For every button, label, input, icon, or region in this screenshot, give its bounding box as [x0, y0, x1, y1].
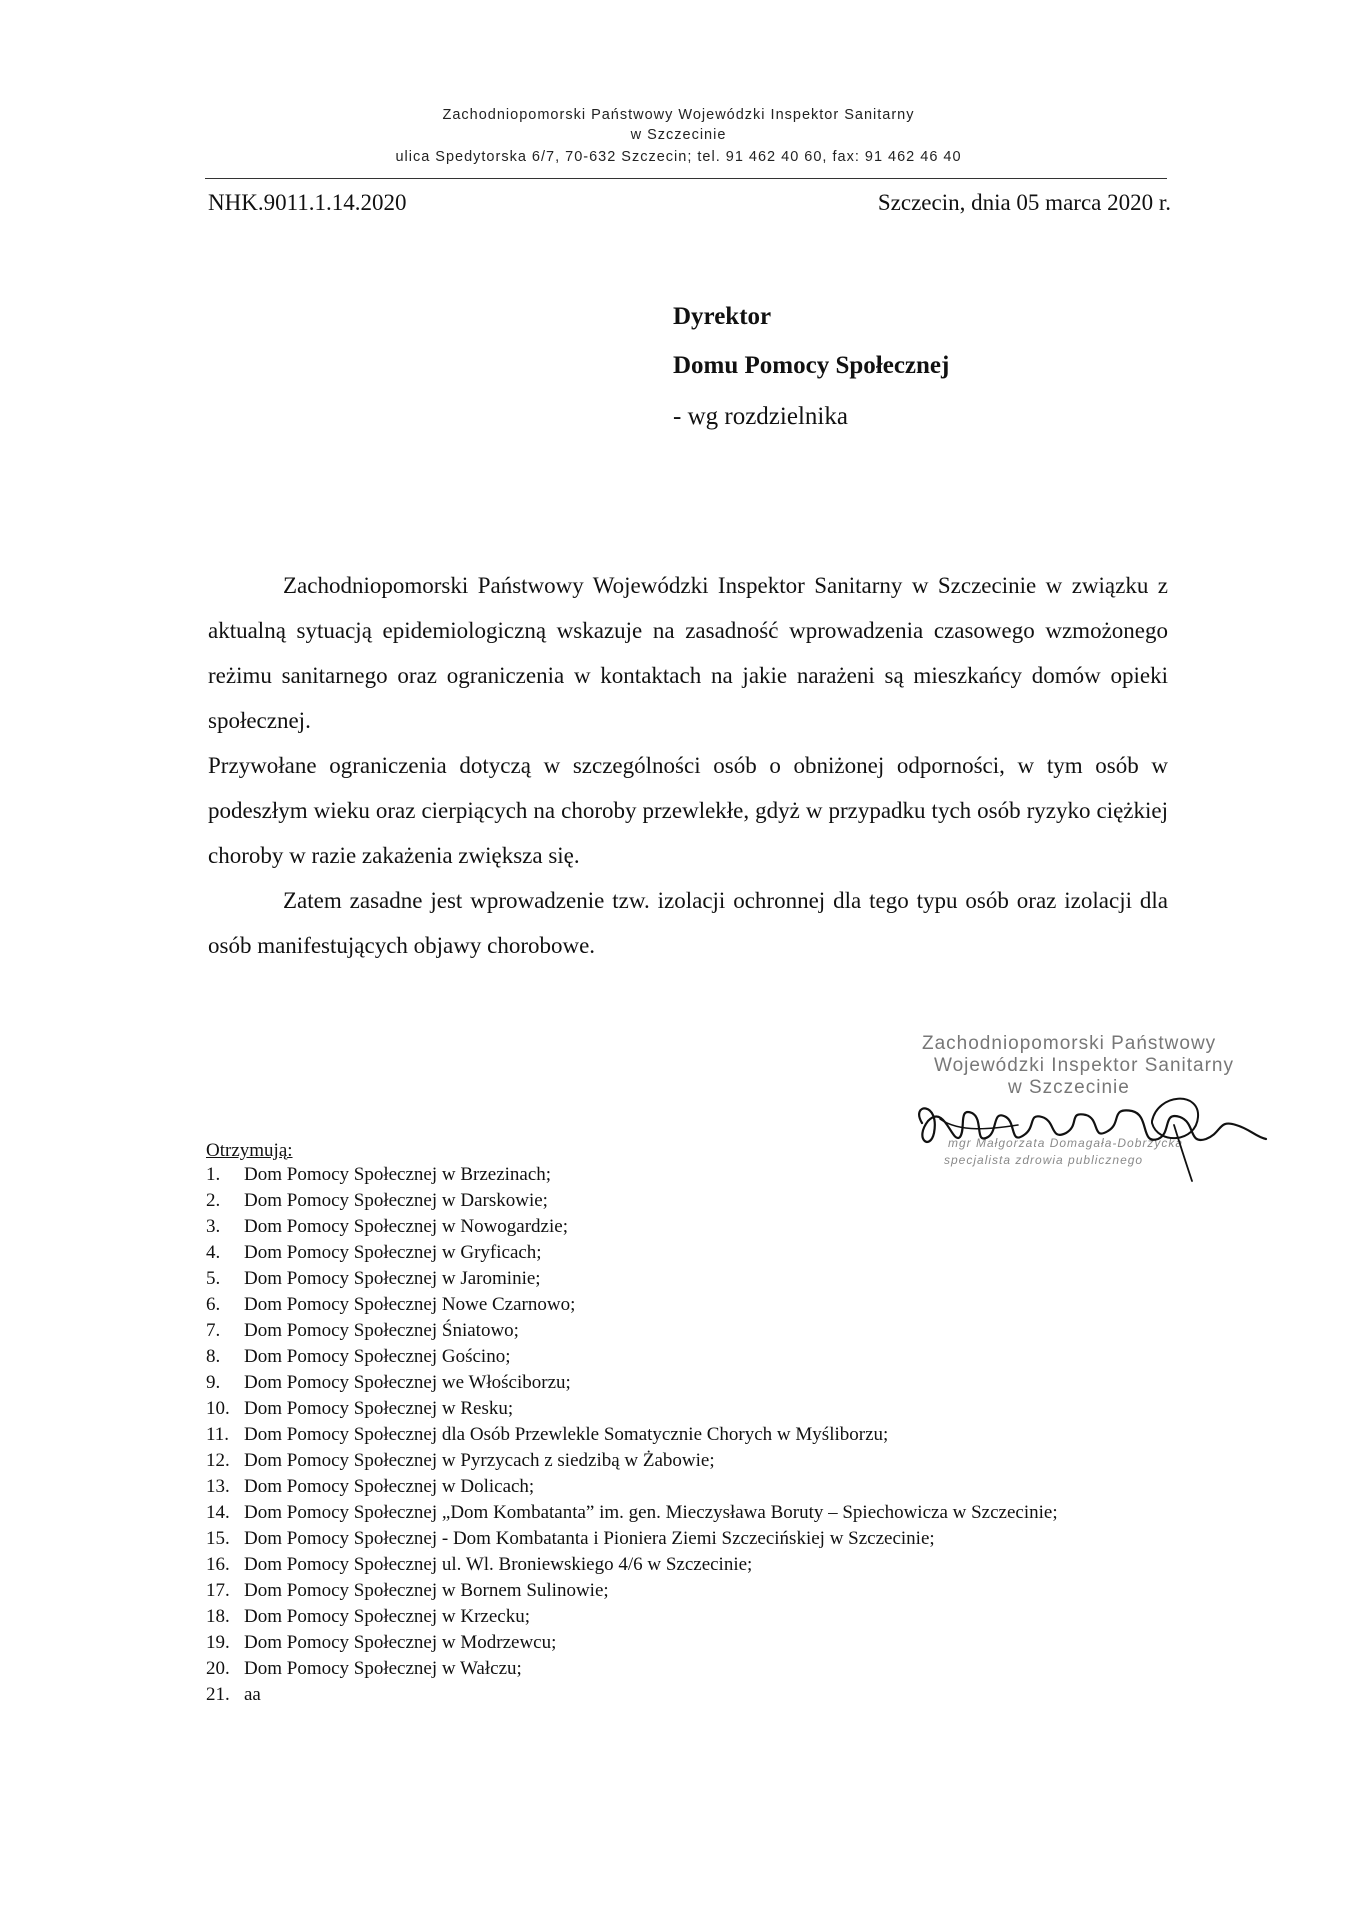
list-item	[206, 1240, 1206, 1266]
list-item-number: 21.	[206, 1684, 230, 1705]
recipient-distribution-note: - wg rozdzielnika	[673, 403, 848, 430]
list-item-text: Dom Pomocy Społecznej - Dom Kombatanta i Pioniera Ziemi Szczecińskiej w Szczecinie;	[244, 1528, 935, 1549]
list-item	[206, 1448, 1206, 1474]
list-item	[206, 1526, 1206, 1552]
list-item-number: 18.	[206, 1606, 230, 1627]
list-item-number: 2.	[206, 1190, 221, 1211]
list-item	[206, 1396, 1206, 1422]
body-paragraph-2: Przywołane ograniczenia dotyczą w szczególności osób o obniżonej odporności, w tym osób w podeszłym wieku oraz cierpiących na choroby przewlekłe, gdyż w przypadku tych osób ryzyko ciężkiej choroby w razie zakażenia zwiększa się.	[208, 753, 1168, 868]
recipients-list	[206, 1162, 1206, 1708]
list-item	[206, 1630, 1206, 1656]
list-item	[206, 1188, 1206, 1214]
list-item	[206, 1604, 1206, 1630]
list-item-text: Dom Pomocy Społecznej we Włościborzu;	[244, 1372, 571, 1393]
list-item	[206, 1292, 1206, 1318]
list-item-text: Dom Pomocy Społecznej w Bornem Sulinowie;	[244, 1580, 609, 1601]
list-item-number: 8.	[206, 1346, 221, 1367]
list-item	[206, 1682, 1206, 1708]
list-item-text: Dom Pomocy Społecznej dla Osób Przewlekle Somatycznie Chorych w Myśliborzu;	[244, 1424, 889, 1445]
list-item-text: Dom Pomocy Społecznej w Dolicach;	[244, 1476, 535, 1497]
stamp-line-4: mgr Małgorzata Domagała-Dobrzycka	[948, 1136, 1184, 1150]
list-item	[206, 1214, 1206, 1240]
document-date: Szczecin, dnia 05 marca 2020 r.	[877, 190, 1171, 215]
letterhead-divider	[205, 178, 1167, 179]
list-item-text: Dom Pomocy Społecznej w Jarominie;	[244, 1268, 541, 1289]
list-item-text: Dom Pomocy Społecznej Śniatowo;	[244, 1320, 519, 1341]
list-item-number: 9.	[206, 1372, 221, 1393]
list-item-number: 13.	[206, 1476, 230, 1497]
list-item-number: 6.	[206, 1294, 221, 1315]
list-item-number: 19.	[206, 1632, 230, 1653]
list-item	[206, 1500, 1206, 1526]
list-item	[206, 1344, 1206, 1370]
list-item-number: 12.	[206, 1450, 230, 1471]
list-item-text: Dom Pomocy Społecznej w Pyrzycach z siedzibą w Żabowie;	[244, 1450, 715, 1471]
list-item-text: aa	[244, 1684, 261, 1705]
list-item	[206, 1578, 1206, 1604]
letter-body	[208, 563, 1168, 968]
letterhead-line-2: w Szczecinie	[630, 127, 727, 143]
list-item-text: Dom Pomocy Społecznej w Darskowie;	[244, 1190, 548, 1211]
list-item-number: 17.	[206, 1580, 230, 1601]
list-item-number: 5.	[206, 1268, 221, 1289]
list-item-text: Dom Pomocy Społecznej Nowe Czarnowo;	[244, 1294, 576, 1315]
list-item-number: 15.	[206, 1528, 230, 1549]
list-item-text: Dom Pomocy Społecznej w Gryficach;	[244, 1242, 542, 1263]
recipient-institution: Domu Pomocy Społecznej	[673, 352, 950, 379]
list-item-number: 14.	[206, 1502, 230, 1523]
reference-number: NHK.9011.1.14.2020	[208, 190, 407, 215]
stamp-line-1: Zachodniopomorski Państwowy	[922, 1033, 1217, 1054]
list-item-number: 3.	[206, 1216, 221, 1237]
list-item-number: 16.	[206, 1554, 230, 1575]
stamp-line-2: Wojewódzki Inspektor Sanitarny	[934, 1055, 1234, 1076]
letterhead-line-1: Zachodniopomorski Państwowy Wojewódzki Inspektor Sanitarny	[442, 107, 915, 123]
recipients-heading: Otrzymują:	[206, 1140, 293, 1161]
list-item-number: 4.	[206, 1242, 221, 1263]
list-item-number: 11.	[206, 1424, 230, 1445]
list-item	[206, 1552, 1206, 1578]
list-item-number: 7.	[206, 1320, 221, 1341]
list-item-text: Dom Pomocy Społecznej w Wałczu;	[244, 1658, 522, 1679]
list-item	[206, 1656, 1206, 1682]
list-item	[206, 1162, 1206, 1188]
recipient-title: Dyrektor	[673, 303, 772, 330]
list-item-text: Dom Pomocy Społecznej w Resku;	[244, 1398, 514, 1419]
body-paragraph-1: Zachodniopomorski Państwowy Wojewódzki Inspektor Sanitarny w Szczecinie w związku z aktualną sytuacją epidemiologiczną wskazuje na zasadność wprowadzenia czasowego wzmożonego reżimu sanitarnego oraz ograniczenia w kontaktach na jakie narażeni są mieszkańcy domów opieki społecznej.	[208, 573, 1168, 733]
list-item	[206, 1422, 1206, 1448]
list-item-text: Dom Pomocy Społecznej w Nowogardzie;	[244, 1216, 568, 1237]
list-item-text: Dom Pomocy Społecznej w Krzecku;	[244, 1606, 530, 1627]
list-item	[206, 1318, 1206, 1344]
list-item-text: Dom Pomocy Społecznej w Modrzewcu;	[244, 1632, 557, 1653]
body-paragraph-3: Zatem zasadne jest wprowadzenie tzw. izolacji ochronnej dla tego typu osób oraz izolacji dla osób manifestujących objawy chorobowe.	[208, 888, 1168, 958]
list-item-text: Dom Pomocy Społecznej w Brzezinach;	[244, 1164, 552, 1185]
list-item-number: 10.	[206, 1398, 230, 1419]
letterhead-line-3: ulica Spedytorska 6/7, 70-632 Szczecin; tel. 91 462 40 60, fax: 91 462 46 40	[395, 149, 962, 165]
stamp-line-3: w Szczecinie	[1008, 1077, 1130, 1098]
list-item-number: 1.	[206, 1164, 221, 1185]
list-item	[206, 1266, 1206, 1292]
list-item-text: Dom Pomocy Społecznej ul. Wl. Broniewskiego 4/6 w Szczecinie;	[244, 1554, 753, 1575]
list-item-text: Dom Pomocy Społecznej Gościno;	[244, 1346, 511, 1367]
stamp-line-5: specjalista zdrowia publicznego	[944, 1153, 1144, 1167]
list-item	[206, 1474, 1206, 1500]
list-item-number: 20.	[206, 1658, 230, 1679]
list-item	[206, 1370, 1206, 1396]
list-item-text: Dom Pomocy Społecznej „Dom Kombatanta” im. gen. Mieczysława Boruty – Spiechowicza w Szczecinie;	[244, 1502, 1058, 1523]
